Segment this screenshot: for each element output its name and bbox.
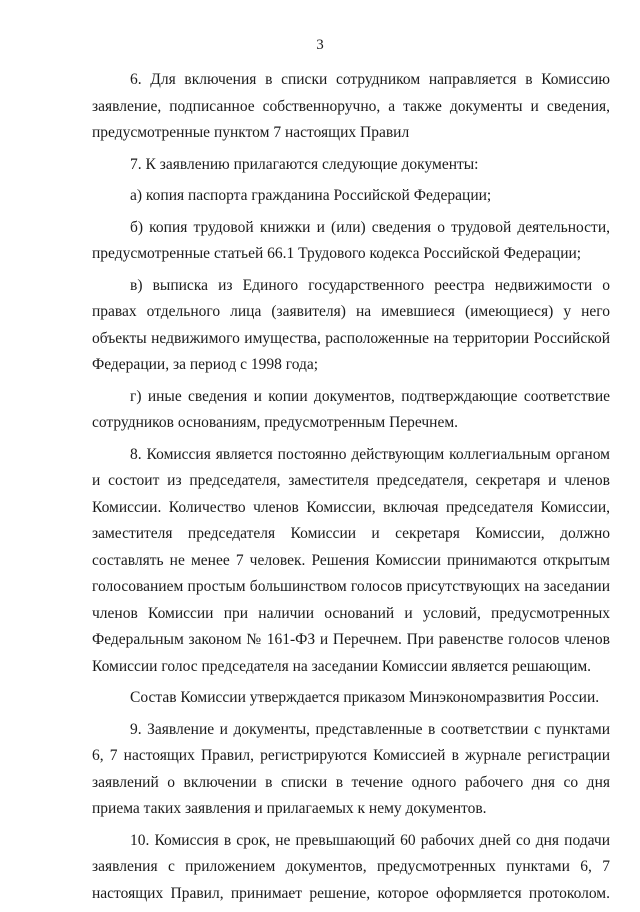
paragraph-7: 7. К заявлению прилагаются следующие документы: [130,155,479,173]
document-body [92,67,610,912]
paragraph-8: 8. Комиссия является постоянно действующим коллегиальным органом и состоит из председателя, заместителя председателя, секретаря и членов Комиссии. Количество членов Комиссии, включая председателя Комиссии, заместителя председателя Комиссии и секретаря Комиссии, должно составлять не менее 7 человек. Решения Комиссии принимаются открытым голосованием простым большинством голосов присутствующих на заседании членов Комиссии при наличии оснований и условий, предусмотренных Федеральным законом № 161-ФЗ и Перечнем. При равенстве голосов членов Комиссии голос председателя на заседании Комиссии является решающим. [92,445,610,675]
paragraph-10: 10. Комиссия в срок, не превышающий 60 рабочих дней со дня подачи заявления с приложением документов, предусмотренных пунктами 6, 7 настоящих Правил, принимает решение, которое оформляется протоколом. [92,831,610,902]
paragraph-7a: а) копия паспорта гражданина Российской Федерации; [130,187,492,204]
paragraph-8-composition: Состав Комиссии утверждается приказом Минэкономразвития России. [130,689,600,706]
paragraph-6: 6. Для включения в списки сотрудником направляется в Комиссию заявление, подписанное собственноручно, а также документы и сведения, предусмотренные пунктом 7 настоящих Правил [92,71,610,141]
paragraph-9: 9. Заявление и документы, представленные в соответствии с пунктами 6, 7 настоящих Правил, регистрируются Комиссией в журнале регистрации заявлений о включении в списки в течение одного рабочего дня со дня приема таких заявления и прилагаемых к нему документов. [92,720,610,817]
paragraph-7g: г) иные сведения и копии документов, подтверждающие соответствие сотрудников основаниям, предусмотренным Перечнем. [92,387,610,431]
page-number: 3 [316,37,324,53]
paragraph-7v: в) выписка из Единого государственного реестра недвижимости о правах отдельного лица (заявителя) на имевшиеся (имеющиеся) у него объекты недвижимого имущества, расположенные на территории Российской Федерации, за период с 1998 года; [92,276,610,373]
paragraph-7b: б) копия трудовой книжки и (или) сведения о трудовой деятельности, предусмотренные статьей 66.1 Трудового кодекса Российской Федерации; [92,218,610,262]
